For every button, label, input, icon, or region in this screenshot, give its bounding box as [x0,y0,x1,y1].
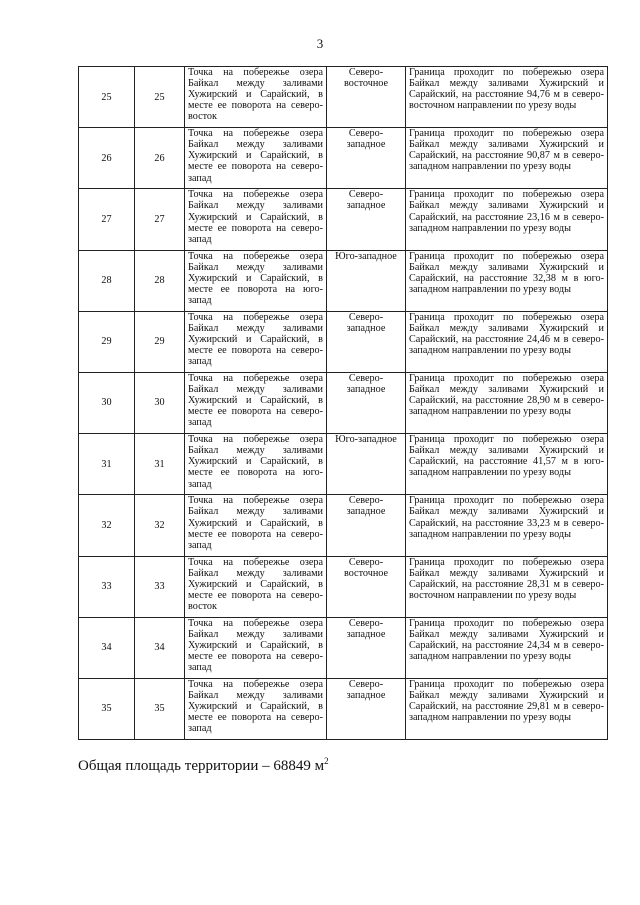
boundary-description-cell: Граница проходит по побережью озера Байкал между заливами Хужирский и Сарайский, на расстояние 29,81 м в северо-западном направлении по урезу воды [406,678,608,739]
table-row [79,556,608,617]
direction-cell: Северо-западное [327,617,406,678]
boundary-points-table [78,66,608,740]
direction-cell: Северо-западное [327,372,406,433]
point-description-cell: Точка на побережье озера Байкал между заливами Хужирский и Сарайский, в месте ее поворота на северо-запад [185,311,327,372]
point-number-cell: 29 [79,311,135,372]
direction-cell: Северо-западное [327,189,406,250]
point-description-cell: Точка на побережье озера Байкал между заливами Хужирский и Сарайский, в месте ее поворота на северо-запад [185,495,327,556]
point-description-cell: Точка на побережье озера Байкал между заливами Хужирский и Сарайский, в месте ее поворота на северо-запад [185,678,327,739]
point-number-alt-cell: 29 [135,311,185,372]
direction-cell: Северо-западное [327,311,406,372]
direction-cell: Северо-восточное [327,556,406,617]
unit-superscript: 2 [324,756,329,766]
point-number-cell: 26 [79,128,135,189]
table-row [79,67,608,128]
boundary-description-cell: Граница проходит по побережью озера Байкал между заливами Хужирский и Сарайский, на расстояние 32,38 м в юго-западном направлении по урезу воды [406,250,608,311]
point-number-cell: 27 [79,189,135,250]
direction-cell: Юго-западное [327,250,406,311]
point-description-cell: Точка на побережье озера Байкал между заливами Хужирский и Сарайский, в месте ее поворота на юго-запад [185,434,327,495]
point-number-alt-cell: 33 [135,556,185,617]
point-number-alt-cell: 32 [135,495,185,556]
table-row [79,434,608,495]
table-row [79,617,608,678]
boundary-description-cell: Граница проходит по побережью озера Байкал между заливами Хужирский и Сарайский, на расстояние 33,23 м в северо-западном направлении по урезу воды [406,495,608,556]
boundary-description-cell: Граница проходит по побережью озера Байкал между заливами Хужирский и Сарайский, на расстояние 23,16 м в северо-западном направлении по урезу воды [406,189,608,250]
point-description-cell: Точка на побережье озера Байкал между заливами Хужирский и Сарайский, в месте ее поворота на северо-восток [185,67,327,128]
boundary-description-cell: Граница проходит по побережью озера Байкал между заливами Хужирский и Сарайский, на расстояние 41,57 м в юго-западном направлении по урезу воды [406,434,608,495]
boundary-description-cell: Граница проходит по побережью озера Байкал между заливами Хужирский и Сарайский, на расстояние 90,87 м в северо-западном направлении по урезу воды [406,128,608,189]
total-area-text: Общая площадь территории – 68849 м [78,758,325,774]
point-description-cell: Точка на побережье озера Байкал между заливами Хужирский и Сарайский, в месте ее поворота на северо-запад [185,617,327,678]
point-number-alt-cell: 35 [135,678,185,739]
point-number-cell: 35 [79,678,135,739]
table-row [79,250,608,311]
table-row [79,372,608,433]
boundary-description-cell: Граница проходит по побережью озера Байкал между заливами Хужирский и Сарайский, на расстояние 28,90 м в северо-западном направлении по урезу воды [406,372,608,433]
point-description-cell: Точка на побережье озера Байкал между заливами Хужирский и Сарайский, в месте ее поворота на северо-восток [185,556,327,617]
point-number-cell: 30 [79,372,135,433]
point-number-cell: 33 [79,556,135,617]
page-number: 3 [316,36,324,51]
point-number-alt-cell: 26 [135,128,185,189]
point-number-cell: 28 [79,250,135,311]
point-description-cell: Точка на побережье озера Байкал между заливами Хужирский и Сарайский, в месте ее поворота на северо-запад [185,128,327,189]
direction-cell: Северо-западное [327,678,406,739]
point-number-alt-cell: 25 [135,67,185,128]
point-number-alt-cell: 31 [135,434,185,495]
direction-cell: Северо-восточное [327,67,406,128]
total-area-line [78,756,329,775]
point-number-cell: 25 [79,67,135,128]
point-number-alt-cell: 30 [135,372,185,433]
point-number-alt-cell: 27 [135,189,185,250]
boundary-description-cell: Граница проходит по побережью озера Байкал между заливами Хужирский и Сарайский, на расстояние 24,34 м в северо-западном направлении по урезу воды [406,617,608,678]
table-row [79,189,608,250]
table-row [79,311,608,372]
table-row [79,678,608,739]
point-number-alt-cell: 28 [135,250,185,311]
point-description-cell: Точка на побережье озера Байкал между заливами Хужирский и Сарайский, в месте ее поворота на северо-запад [185,189,327,250]
point-number-cell: 32 [79,495,135,556]
direction-cell: Северо-западное [327,128,406,189]
table-row [79,128,608,189]
boundary-description-cell: Граница проходит по побережью озера Байкал между заливами Хужирский и Сарайский, на расстояние 24,46 м в северо-западном направлении по урезу воды [406,311,608,372]
table-row [79,495,608,556]
point-number-alt-cell: 34 [135,617,185,678]
point-description-cell: Точка на побережье озера Байкал между заливами Хужирский и Сарайский, в месте ее поворота на юго-запад [185,250,327,311]
direction-cell: Северо-западное [327,495,406,556]
boundary-description-cell: Граница проходит по побережью озера Байкал между заливами Хужирский и Сарайский, на расстояние 94,76 м в северо-восточном направлении по урезу воды [406,67,608,128]
point-description-cell: Точка на побережье озера Байкал между заливами Хужирский и Сарайский, в месте ее поворота на северо-запад [185,372,327,433]
boundary-description-cell: Граница проходит по побережью озера Байкал между заливами Хужирский и Сарайский, на расстояние 28,31 м в северо-восточном направлении по урезу воды [406,556,608,617]
point-number-cell: 31 [79,434,135,495]
point-number-cell: 34 [79,617,135,678]
direction-cell: Юго-западное [327,434,406,495]
table-body [79,67,608,740]
